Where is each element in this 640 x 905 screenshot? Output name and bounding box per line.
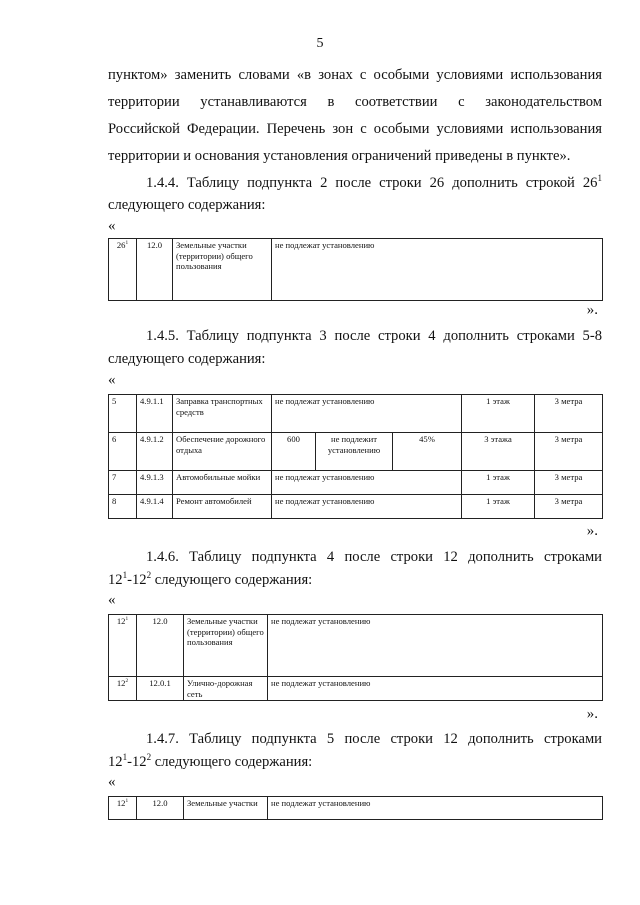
table-1-4-4 [108, 238, 603, 301]
row-name: Автомобильные мойки [173, 471, 272, 495]
table-1-4-5 [108, 394, 603, 519]
row-number: $12^2$ [109, 677, 137, 701]
open-quote: « [108, 372, 116, 388]
row-number: 8 [109, 495, 137, 519]
open-quote: « [108, 774, 116, 790]
open-quote: « [108, 218, 116, 234]
row-name: Улично-дорожная сеть [184, 677, 268, 701]
row-number: 5 [109, 395, 137, 433]
table-row [109, 433, 603, 471]
table-row [109, 395, 603, 433]
table-1-4-7 [108, 796, 603, 820]
table-row [109, 797, 603, 820]
close-quote: ». [586, 706, 598, 722]
close-quote: ». [586, 523, 598, 539]
row-area: 600 [272, 433, 316, 471]
table-row [109, 495, 603, 519]
table-row [109, 471, 603, 495]
intro-line-4: территории и основания установления ограничений приведены в пункте». [108, 148, 571, 164]
row-note: не подлежат установлению [272, 471, 462, 495]
row-code: 4.9.1.2 [137, 433, 173, 471]
row-name: Земельные участки [184, 797, 268, 820]
intro-line-2: территории устанавливаются в соответствии с законодательством [108, 94, 602, 110]
section-1-4-4-line-2: следующего содержания: [108, 197, 266, 213]
row-number: $26^1$ [109, 239, 137, 301]
row-height: 3 метра [535, 433, 603, 471]
section-1-4-7-line-2: $12^1-12^2$ следующего содержания: [108, 752, 313, 770]
row-name: Обеспечение дорожного отдыха [173, 433, 272, 471]
table-row [109, 239, 603, 301]
section-1-4-7-heading: 1.4.7. Таблицу подпункта 5 после строки 12 дополнить строками [146, 731, 602, 747]
table-1-4-6 [108, 614, 603, 701]
row-height: 3 метра [535, 471, 603, 495]
row-percent: 45% [393, 433, 462, 471]
row-note: не подлежат установлению [272, 395, 462, 433]
table-row [109, 677, 603, 701]
row-code: 12.0 [137, 615, 184, 677]
row-floors: 1 этаж [462, 395, 535, 433]
row-code: 12.0.1 [137, 677, 184, 701]
section-1-4-5-line-2: следующего содержания: [108, 351, 266, 367]
table-row [109, 615, 603, 677]
row-number: 6 [109, 433, 137, 471]
row-name: Земельные участки (территории) общего пользования [173, 239, 272, 301]
row-code: 12.0 [137, 797, 184, 820]
row-number: $12^1$ [109, 615, 137, 677]
section-1-4-6-line-2: $12^1-12^2$ следующего содержания: [108, 570, 313, 588]
row-note: не подлежат установлению [272, 495, 462, 519]
page-number: 5 [316, 36, 324, 51]
row-name: Земельные участки (территории) общего пользования [184, 615, 268, 677]
intro-line-1: пунктом» заменить словами «в зонах с особыми условиями использования [108, 67, 602, 83]
intro-line-3: Российской Федерации. Перечень зон с особыми условиями использования [108, 121, 602, 137]
row-code: 4.9.1.1 [137, 395, 173, 433]
close-quote: ». [586, 302, 598, 318]
row-number: $12^1$ [109, 797, 137, 820]
row-height: 3 метра [535, 495, 603, 519]
open-quote: « [108, 592, 116, 608]
row-code: 4.9.1.4 [137, 495, 173, 519]
row-note: не подлежат установлению [268, 615, 603, 677]
row-setback: не подлежит установлению [316, 433, 393, 471]
row-number: 7 [109, 471, 137, 495]
row-name: Заправка транспортных средств [173, 395, 272, 433]
row-note: не подлежат установлению [268, 797, 603, 820]
section-1-4-6-heading: 1.4.6. Таблицу подпункта 4 после строки 12 дополнить строками [146, 549, 602, 565]
section-1-4-5-heading: 1.4.5. Таблицу подпункта 3 после строки 4 дополнить строками 5-8 [146, 328, 602, 344]
row-floors: 1 этаж [462, 471, 535, 495]
section-1-4-4-text: 1.4.4. Таблицу подпункта 2 после строки 26 дополнить строкой 26 [146, 175, 598, 191]
row-floors: 1 этаж [462, 495, 535, 519]
row-height: 3 метра [535, 395, 603, 433]
row-name: Ремонт автомобилей [173, 495, 272, 519]
section-1-4-4-sup: 1 [597, 173, 602, 184]
row-code: 12.0 [137, 239, 173, 301]
row-note: не подлежат установлению [268, 677, 603, 701]
row-code: 4.9.1.3 [137, 471, 173, 495]
row-floors: 3 этажа [462, 433, 535, 471]
row-note: не подлежат установлению [272, 239, 603, 301]
